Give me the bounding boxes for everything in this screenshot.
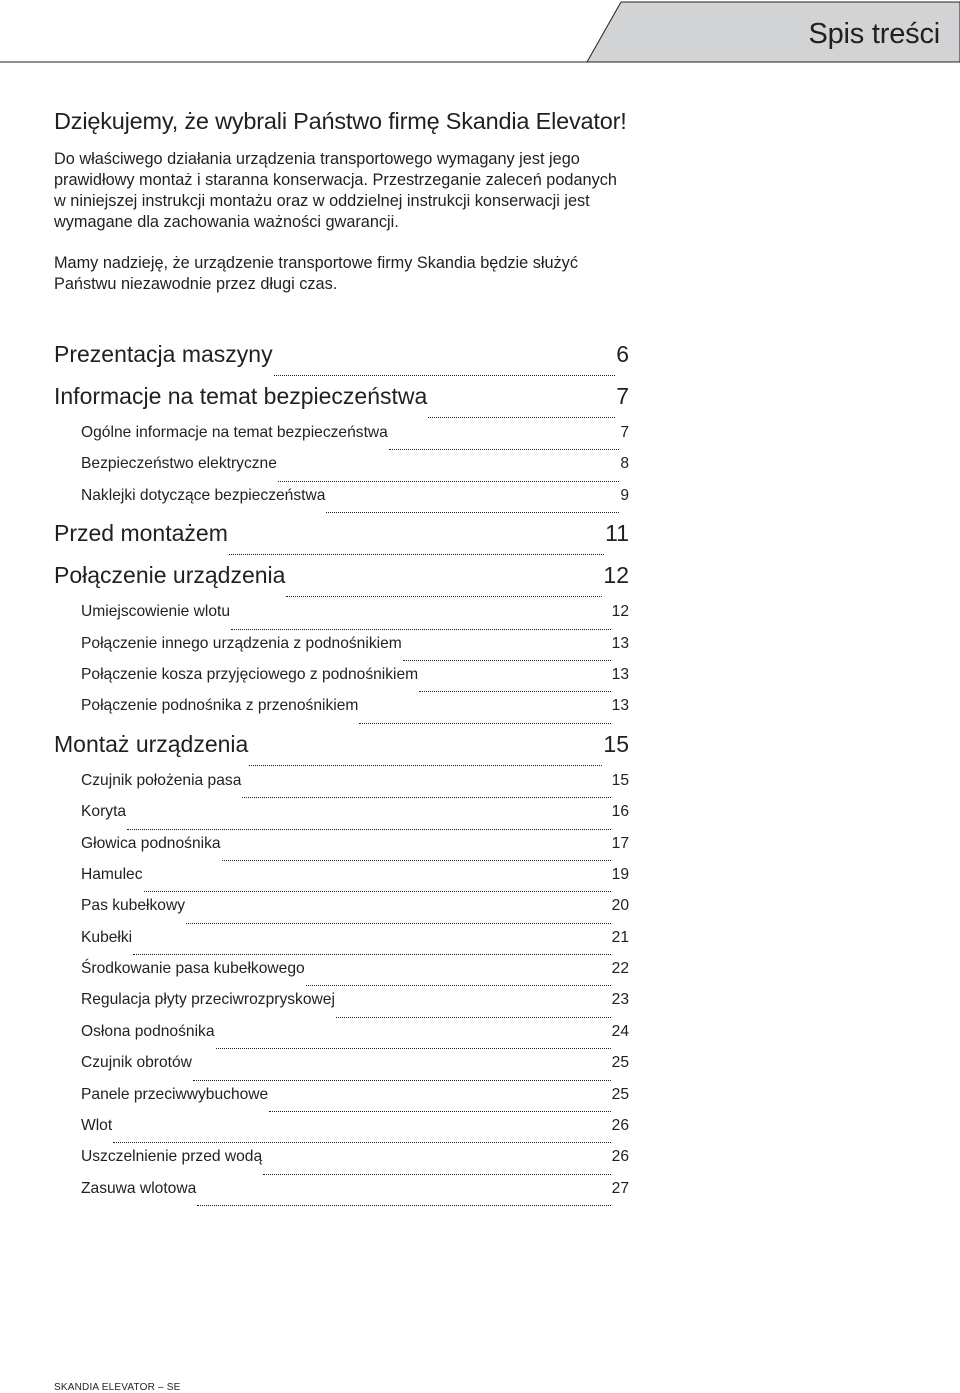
toc-entry-title: Zasuwa wlotowa [81, 1179, 197, 1197]
intro-paragraph-1: Do właściwego działania urządzenia transportowego wymagany jest jego prawidłowy montaż i staranna konserwacja. Przestrzeganie zaleceń podanych w niniejszej instrukcji montażu oraz w oddzielnej instrukcji konserwacji jest wymagane dla zachowania ważności gwarancji. [54, 150, 617, 231]
toc-dot-leader [274, 375, 616, 376]
toc-subsection-entry[interactable] [81, 896, 629, 927]
toc-entry-page: 24 [611, 1022, 629, 1040]
toc-subsection-entry[interactable] [81, 990, 629, 1021]
toc-subsection-entry[interactable] [81, 1179, 629, 1210]
toc-dot-leader [419, 691, 610, 692]
toc-entry-title: Połączenie innego urządzenia z podnośnikiem [81, 634, 402, 652]
toc-subsection-entry[interactable] [81, 771, 629, 802]
toc-dot-leader [242, 797, 610, 798]
toc-entry-title: Połączenie urządzenia [54, 562, 286, 589]
toc-entry-page: 22 [611, 960, 629, 978]
toc-entry-page: 20 [611, 897, 629, 915]
toc-subsection-entry[interactable] [81, 454, 629, 485]
toc-subsection-entry[interactable] [81, 1147, 629, 1178]
toc-subsection-entry[interactable] [81, 634, 629, 665]
toc-entry-page: 21 [611, 928, 629, 946]
toc-dot-leader [222, 860, 611, 861]
toc-entry-page: 7 [620, 424, 629, 441]
toc-entry-page: 15 [603, 730, 629, 757]
toc-entry-title: Połączenie podnośnika z przenośnikiem [81, 697, 359, 715]
toc-entry-title: Panele przeciwwybuchowe [81, 1085, 269, 1103]
toc-dot-leader [229, 554, 604, 555]
toc-entry-title: Głowica podnośnika [81, 834, 221, 852]
intro-paragraph-2: Mamy nadzieję, że urządzenie transportowe firmy Skandia będzie służyć Państwu niezawodnie przez długi czas. [54, 254, 578, 293]
toc-entry-page: 7 [616, 383, 629, 409]
toc-entry-title: Koryta [81, 803, 127, 821]
toc-entry-page: 13 [611, 697, 629, 715]
toc-entry-page: 13 [611, 665, 629, 683]
toc-entry-title: Przed montażem [54, 520, 228, 547]
toc-entry-page: 11 [605, 520, 629, 547]
toc-entry-page: 9 [620, 486, 629, 504]
toc-entry-title: Bezpieczeństwo elektryczne [81, 455, 277, 473]
toc-subsection-entry[interactable] [81, 423, 629, 454]
toc-dot-leader [216, 1048, 611, 1049]
toc-subsection-entry[interactable] [81, 865, 629, 896]
toc-entry-page: 26 [611, 1117, 629, 1135]
toc-entry-page: 25 [611, 1085, 629, 1103]
toc-subsection-entry[interactable] [81, 486, 629, 517]
toc-entry-title: Osłona podnośnika [81, 1022, 215, 1040]
toc-entry-title: Kubełki [81, 928, 133, 946]
toc-entry-page: 25 [611, 1054, 629, 1072]
toc-dot-leader [231, 629, 611, 630]
toc-entry-page: 19 [611, 865, 629, 883]
toc-entry-title: Środkowanie pasa kubełkowego [81, 960, 305, 978]
toc-section-entry[interactable] [54, 728, 629, 770]
toc-subsection-entry[interactable] [81, 959, 629, 990]
toc-subsection-entry[interactable] [81, 928, 629, 959]
toc-entry-title: Ogólne informacje na temat bezpieczeństwa [81, 424, 388, 441]
toc-entry-page: 13 [611, 634, 629, 652]
toc-dot-leader [127, 829, 611, 830]
toc-entry-page: 12 [603, 562, 629, 589]
toc-subsection-entry[interactable] [81, 1053, 629, 1084]
toc-dot-leader [133, 954, 610, 955]
toc-entry-title: Pas kubełkowy [81, 897, 186, 915]
toc-section-entry[interactable] [54, 559, 629, 601]
toc-subsection-entry[interactable] [81, 665, 629, 696]
toc-entry-page: 15 [611, 771, 629, 789]
toc-entry-title: Montaż urządzenia [54, 730, 249, 757]
toc-dot-leader [113, 1142, 610, 1143]
toc-entry-title: Naklejki dotyczące bezpieczeństwa [81, 486, 326, 504]
toc-entry-title: Czujnik obrotów [81, 1054, 192, 1072]
toc-entry-title: Połączenie kosza przyjęciowego z podnośnikiem [81, 665, 419, 683]
toc-entry-title: Wlot [81, 1117, 113, 1135]
table-of-contents [54, 338, 629, 1210]
toc-entry-title: Informacje na temat bezpieczeństwa [54, 383, 428, 409]
toc-entry-page: 6 [616, 341, 629, 367]
toc-dot-leader [403, 660, 611, 661]
toc-section-entry[interactable] [54, 380, 629, 422]
toc-dot-leader [249, 765, 602, 766]
toc-entry-title: Umiejscowienie wlotu [81, 603, 231, 621]
toc-dot-leader [306, 985, 611, 986]
toc-dot-leader [286, 596, 602, 597]
toc-section-entry[interactable] [54, 338, 629, 380]
toc-dot-leader [389, 449, 619, 450]
toc-entry-title: Uszczelnienie przed wodą [81, 1148, 263, 1166]
toc-entry-page: 12 [611, 603, 629, 621]
intro-heading: Dziękujemy, że wybrali Państwo firmę Skandia Elevator! [54, 108, 627, 134]
page-title: Spis treści [808, 18, 940, 50]
toc-dot-leader [336, 1017, 611, 1018]
toc-dot-leader [269, 1111, 610, 1112]
toc-subsection-entry[interactable] [81, 602, 629, 633]
toc-entry-title: Prezentacja maszyny [54, 341, 273, 367]
header-band [0, 0, 960, 66]
toc-section-entry[interactable] [54, 517, 629, 559]
intro-section [54, 108, 632, 295]
toc-dot-leader [193, 1080, 611, 1081]
toc-dot-leader [428, 417, 615, 418]
toc-dot-leader [186, 923, 611, 924]
toc-subsection-entry[interactable] [81, 1022, 629, 1053]
toc-subsection-entry[interactable] [81, 1116, 629, 1147]
toc-dot-leader [359, 723, 610, 724]
toc-dot-leader [263, 1174, 610, 1175]
toc-dot-leader [326, 512, 619, 513]
footer-text: SKANDIA ELEVATOR – SE [54, 1382, 181, 1393]
toc-entry-page: 16 [611, 803, 629, 821]
toc-entry-page: 17 [611, 834, 629, 852]
toc-subsection-entry[interactable] [81, 696, 629, 727]
toc-entry-title: Hamulec [81, 865, 143, 883]
toc-entry-page: 23 [611, 991, 629, 1009]
toc-dot-leader [144, 891, 611, 892]
toc-subsection-entry[interactable] [81, 802, 629, 833]
toc-subsection-entry[interactable] [81, 1085, 629, 1116]
toc-subsection-entry[interactable] [81, 834, 629, 865]
toc-dot-leader [278, 481, 619, 482]
toc-entry-title: Regulacja płyty przeciwrozpryskowej [81, 991, 335, 1009]
toc-entry-page: 8 [620, 455, 629, 473]
toc-dot-leader [197, 1205, 610, 1206]
toc-entry-title: Czujnik położenia pasa [81, 771, 242, 789]
toc-entry-page: 27 [611, 1179, 629, 1197]
toc-entry-page: 26 [611, 1148, 629, 1166]
